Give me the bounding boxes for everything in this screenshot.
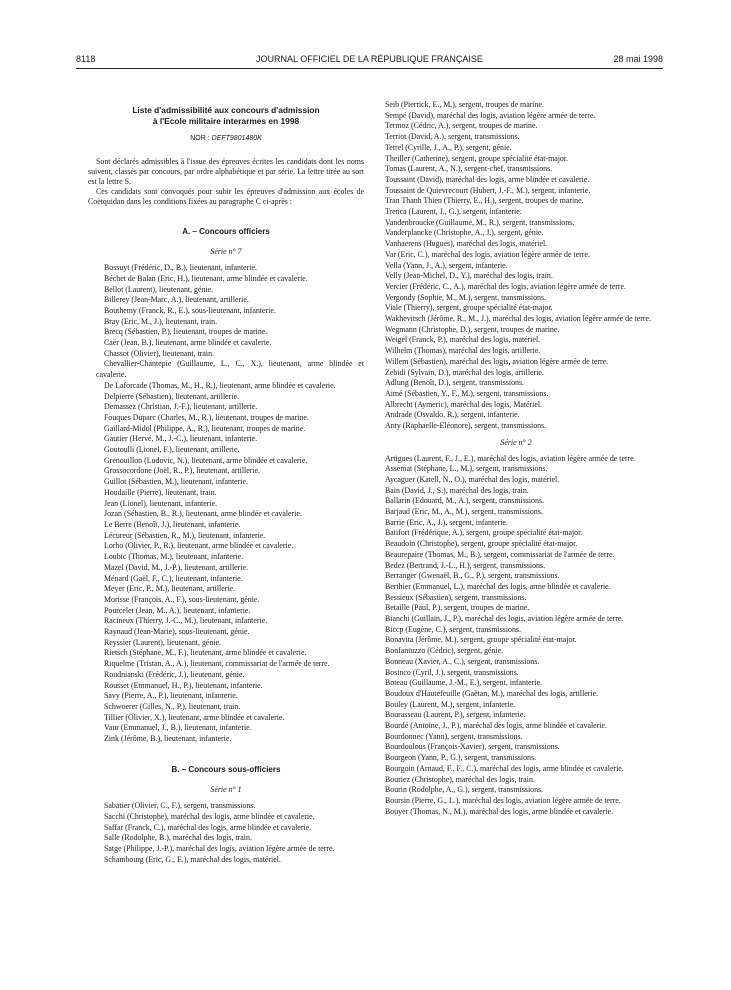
serie-b1-heading: Série n° 1	[210, 785, 242, 795]
list-entry: Batifort (Frédérique, A.), sergent, groupe spécialité état-major.	[385, 528, 583, 538]
list-entry: Tomas (Laurent, A., N.), sergent-chef, transmissions.	[385, 164, 553, 174]
list-entry: Bourdé (Antoine, J., P.), maréchal des logis, arme blindée et cavalerie.	[385, 721, 607, 731]
list-entry: Velly (Jean-Michel, D., Y.), maréchal des logis, train.	[385, 271, 553, 281]
list-entry: Satge (Philippe, J.-P.), maréchal des logis, aviation légère armée de terre.	[104, 843, 335, 853]
list-entry: Roudnianski (Frédéric, J.), lieutenant, génie.	[104, 669, 245, 679]
list-entry: Bourgeon (Yann, P., G.), sergent, transmissions.	[385, 753, 537, 763]
list-entry: Zink (Jérôme, B.), lieutenant, infanterie.	[104, 734, 232, 744]
list-entry: Bianchi (Guillain, J., P.), maréchal des logis, aviation légère armée de terre.	[385, 614, 624, 624]
document-title: Liste d'admissibilité aux concours d'admission à l'Ecole militaire interarmes en 1998	[132, 105, 320, 126]
list-entry: Tran Thanh Thien (Thierry, E., H.), sergent, troupes de marine.	[385, 196, 584, 206]
list-entry: Loubic (Thomas, M.), lieutenant, infanterie.	[104, 552, 244, 562]
list-entry: Artigues (Laurent, F., J., E.), maréchal des logis, aviation légère armée de terre.	[385, 453, 636, 463]
list-entry: Grossocordone (Joël, R., P.), lieutenant, artillerie.	[104, 466, 261, 476]
list-entry: Trenca (Laurent, J., G.), sergent, infanterie.	[385, 207, 522, 217]
list-a7	[88, 263, 364, 745]
list-entry: Aycaguer (Katell, N., O.), maréchal des logis, matériel.	[385, 474, 560, 484]
list-entry: Vandenbroucke (Guillaume, M., R.), sergent, transmissions.	[385, 217, 575, 227]
list-entry: Sempé (David), maréchal des logis, aviation légère armée de terre.	[385, 110, 596, 120]
list-entry: Barjaud (Eric, M., A., M.), sergent, transmissions.	[385, 507, 543, 517]
list-entry: Schwoerer (Gilles, N., P.), lieutenant, train.	[104, 701, 241, 711]
list-entry: Bourdonnec (Yann), sergent, transmissions.	[385, 731, 523, 741]
list-b2	[369, 454, 663, 818]
section-a-heading: A. – Concours officiers	[182, 226, 270, 236]
list-entry: Bain (David, J., S.), maréchal des logis, train.	[385, 485, 529, 495]
list-entry: Chevallier-Chantepie (Guillaume, L., C., X.), lieutenant, arme blindée et cavalerie.	[96, 359, 364, 380]
list-entry: Gautier (Hervé, M., J.-C.), lieutenant, infanterie.	[104, 434, 258, 444]
list-entry: Boteau (Guillaume, J.-M., E.), sergent, infanterie.	[385, 678, 542, 688]
list-entry: Bonavita (Jérôme, M.), sergent, groupe spécialité état-major.	[385, 635, 577, 645]
list-entry: Wegmann (Christophe, D.), sergent, troupes de marine.	[385, 324, 560, 334]
list-entry: Wakhevitsch (Jérôme, R., M., J.), maréchal des logis, aviation légère armée de terre.	[385, 314, 652, 324]
list-entry: Tillier (Olivier, X.), lieutenant, arme blindée et cavalerie.	[104, 712, 285, 722]
list-entry: Mazel (David, M., J.-P.), lieutenant, artillerie.	[104, 562, 248, 572]
list-entry: Anty (Raphaelle-Eléonore), sergent, transmissions.	[385, 421, 547, 431]
serie-a7-heading: Série n° 7	[210, 247, 242, 257]
list-b1-right	[369, 100, 663, 432]
list-entry: Ballarin (Edouard, M., A.), sergent, transmissions.	[385, 496, 544, 506]
list-entry: Zebidi (Sylvain, D.), maréchal des logis, artillerie.	[385, 367, 544, 377]
list-entry: Chassot (Olivier), lieutenant, train.	[104, 348, 215, 358]
list-entry: Bosinco (Cyril, J.), sergent, transmissions.	[385, 667, 519, 677]
list-entry: Morisse (François, A., F.), sous-lieutenant, génie.	[104, 594, 260, 604]
list-entry: Savy (Pierre, A., P.), lieutenant, infanterie.	[104, 691, 238, 701]
list-entry: Rietsch (Stéphane, M., F.), lieutenant, arme blindée et cavalerie.	[104, 648, 307, 658]
list-entry: Lécureur (Sébastien, R., M.), lieutenant, infanterie.	[104, 530, 266, 540]
list-entry: Seib (Pierrick, E., M.), sergent, troupes de marine.	[385, 100, 544, 109]
list-entry: Tetrel (Cyrille, J., A., P.), sergent, génie.	[385, 142, 512, 152]
list-entry: Grenouillon (Ludovic, N.), lieutenant, arme blindée et cavalerie.	[104, 455, 308, 465]
intro-paragraph-1: Sont déclarés admissibles à l'issue des épreuves écrites les candidats dont les noms suivent, classés par concours, par ordre alphabétique et par série. La lettre tirée au sort est la lettre S.	[88, 156, 364, 186]
list-entry: Barrie (Eric, A., J.), sergent, infanterie.	[385, 517, 508, 527]
intro-paragraph-2: Ces candidats sont convoqués pour subir les épreuves d'admission aux écoles de Coëtquidan dans les conditions fixées au paragraphe C ci-après :	[88, 186, 364, 206]
list-entry: Bouriez (Christophe), maréchal des logis, train.	[385, 774, 535, 784]
list-entry: Beaudoin (Christophe), sergent, groupe spécialité état-major.	[385, 539, 578, 549]
journal-title: JOURNAL OFFICIEL DE LA RÉPUBLIQUE FRANÇAISE	[256, 54, 483, 64]
list-entry: Goutoulli (Lionel, F.), lieutenant, artillerie.	[104, 445, 240, 455]
issue-date: 28 mai 1998	[613, 54, 663, 64]
list-entry: Vella (Yann, J., A.), sergent, infanterie.	[385, 260, 508, 270]
list-entry: Bossuyt (Frédéric, D., B.), lieutenant, infanterie.	[104, 263, 257, 273]
list-entry: Bourin (Rodolphe, A., G.), sergent, transmissions.	[385, 785, 544, 795]
list-entry: Boursin (Pierre, G., L.), maréchal des logis, aviation légère armée de terre.	[385, 796, 621, 805]
list-entry: Raynaud (Jean-Marie), sous-lieutenant, génie.	[104, 627, 250, 637]
list-entry: Bourasseau (Laurent, P.), sergent, infanterie.	[385, 710, 526, 720]
list-entry: Sabatier (Olivier, C., F.), sergent, transmissions.	[104, 801, 256, 811]
list-entry: Viale (Thierry), sergent, groupe spécialité état-major.	[385, 303, 553, 313]
list-entry: Ménard (Gaël, F., C.), lieutenant, infanterie.	[104, 573, 243, 583]
list-entry: Guillot (Sébastien, M.), lieutenant, infanterie.	[104, 477, 248, 487]
list-entry: Vaur (Emmanuel, J., B.), lieutenant, infanterie.	[104, 723, 252, 733]
list-entry: Andrade (Osvaldo, R.), sergent, infanterie.	[385, 410, 520, 420]
left-column	[88, 99, 364, 865]
list-entry: Toussaint (David), maréchal des logis, arme blindée et cavalerie.	[385, 174, 590, 184]
list-entry: Reyssier (Laurent), lieutenant, génie.	[104, 637, 221, 647]
section-b-heading: B. – Concours sous-officiers	[171, 764, 281, 774]
list-entry: Pourcelet (Jean, M., A.), lieutenant, infanterie.	[104, 605, 251, 615]
list-entry: Adlung (Benoît, D.), sergent, transmissions.	[385, 378, 525, 388]
list-entry: Albrecht (Aymeric), maréchal des logis, Matériel.	[385, 399, 543, 409]
nor-reference: NOR : DEFT9801480K	[190, 135, 262, 142]
list-entry: Bouthemy (Franck, R., E.), sous-lieutenant, infanterie.	[104, 305, 276, 315]
list-entry: Berranger (Gwenaël, B., G., P.), sergent, transmissions.	[385, 571, 560, 581]
list-entry: Beaurepaire (Thomas, M., B.), sergent, commissariat de l'armée de terre.	[385, 549, 615, 559]
list-entry: Meyer (Eric, P., M.), lieutenant, artillerie.	[104, 584, 236, 594]
right-column	[369, 100, 663, 817]
list-entry: Schambourg (Eric, G., E.), maréchal des logis, matériel.	[104, 854, 281, 864]
list-entry: Vergondy (Sophie, M., M.), sergent, transmissions.	[385, 292, 547, 302]
list-entry: Bellot (Laurent), lieutenant, génie.	[104, 284, 214, 294]
list-entry: Billerey (Jean-Marc, A.), lieutenant, artillerie.	[104, 295, 249, 305]
list-entry: Bonfantuzzo (Cédric), sergent, génie.	[385, 646, 504, 656]
list-entry: Lorho (Olivier, P., R.), lieutenant, arme blindée et cavalerie.	[104, 541, 294, 551]
list-entry: Bourgoin (Arnaud, F., F., C.), maréchal des logis, arme blindée et cavalerie.	[385, 763, 624, 773]
header-rule	[76, 68, 663, 69]
list-entry: Saffar (Franck, C.), maréchal des logis, arme blindée et cavalerie.	[104, 822, 312, 832]
list-entry: Demassez (Christian, J.-F.), lieutenant, artillerie.	[104, 402, 258, 412]
list-entry: Jozan (Sébastien, B., R.), lieutenant, arme blindée et cavalerie.	[104, 509, 302, 519]
list-entry: Caër (Jean, B.), lieutenant, arme blindée et cavalerie.	[104, 338, 272, 348]
list-entry: Béchet de Balan (Eric, H.), lieutenant, arme blindée et cavalerie.	[104, 273, 308, 283]
list-entry: Berthier (Emmanuel, L.), maréchal des logis, arme blindée et cavalerie.	[385, 581, 611, 591]
list-entry: Betaille (Paul, P.), sergent, troupes de marine.	[385, 603, 530, 613]
list-entry: Aimé (Sébastien, Y., F., M.), sergent, transmissions.	[385, 388, 549, 398]
list-entry: Vanderplancke (Christophe, A., J.), sergent, génie.	[385, 228, 544, 238]
list-entry: Termoz (Cédric, A.), sergent, troupes de marine.	[385, 121, 538, 131]
list-b1-left	[88, 801, 364, 865]
list-entry: Fouques Duparc (Charles, M., R.), lieutenant, troupes de marine.	[104, 412, 309, 422]
list-entry: Sacchi (Christophe), maréchal des logis, arme blindée et cavalerie.	[104, 811, 315, 821]
list-entry: Bourdoulous (François-Xavier), sergent, transmissions.	[385, 742, 560, 752]
list-entry: Wilhelm (Thomas), maréchal des logis, artillerie.	[385, 346, 541, 356]
list-entry: Bouyer (Thomas, N., M.), maréchal des logis, arme blindée et cavalerie.	[385, 806, 614, 816]
list-entry: Gaillard-Midol (Philippe, A., R.), lieutenant, troupes de marine.	[104, 423, 306, 433]
list-entry: Theiller (Catherine), sergent, groupe spécialité état-major.	[385, 153, 569, 163]
list-entry: Toussaint de Quievrecourt (Hubert, J.-F., M.), sergent, infanterie.	[385, 185, 591, 195]
list-entry: Bedez (Bertrand, J.-L., H.), sergent, transmissions.	[385, 560, 546, 570]
list-entry: Houdaille (Pierre), lieutenant, train.	[104, 487, 217, 497]
list-entry: Weigel (Franck, P.), maréchal des logis, matériel.	[385, 335, 541, 345]
list-entry: Brecq (Sébastien, P.), lieutenant, troupes de marine.	[104, 327, 268, 337]
list-entry: Riquelme (Tristan, A., A.), lieutenant, commissariat de l'armée de terre.	[104, 659, 330, 669]
list-entry: Assemat (Stéphane, L., M.), sergent, transmissions.	[385, 464, 548, 474]
serie-b2-heading: Série n° 2	[500, 437, 532, 447]
list-entry: Var (Eric, C.), maréchal des logis, aviation légère armée de terre.	[385, 249, 590, 259]
list-entry: Jean (Lionel), lieutenant, infanterie.	[104, 498, 218, 508]
list-entry: Delpierre (Sébastien), lieutenant, artillerie.	[104, 391, 239, 401]
list-entry: De Laforcade (Thomas, M., H., R.), lieutenant, arme blindée et cavalerie.	[104, 380, 336, 390]
list-entry: Terriot (David, A.), sergent, transmissions.	[385, 132, 520, 142]
list-entry: Boudoux d'Hautefeuille (Gaëtan, M.), maréchal des logis, artillerie.	[385, 688, 599, 698]
list-entry: Bouley (Laurent, M.), sergent, infanterie.	[385, 699, 516, 709]
list-entry: Bessieux (Sébastien), sergent, transmissions.	[385, 592, 527, 602]
list-entry: Le Berre (Benoît, J.), lieutenant, infanterie.	[104, 519, 241, 529]
list-entry: Vanhaerens (Hugues), maréchal des logis, matériel.	[385, 239, 548, 249]
list-entry: Bonneau (Xavier, A., C.), sergent, transmissions.	[385, 656, 540, 666]
list-entry: Biccp (Eugène, C.), sergent, transmissions.	[385, 624, 521, 634]
list-entry: Willem (Sébastien), maréchal des logis, aviation légère armée de terre.	[385, 356, 609, 366]
list-entry: Racineux (Thierry, J.-C., M.), lieutenant, infanterie.	[104, 616, 268, 626]
list-entry: Salle (Rodolphe, B.), maréchal des logis, train.	[104, 833, 252, 843]
list-entry: Rousset (Emmanuel, H., P.), lieutenant, infanterie.	[104, 680, 263, 690]
list-entry: Vercier (Frédéric, C., A.), maréchal des logis, aviation légère armée de terre.	[385, 281, 626, 291]
page-number: 8118	[76, 54, 96, 64]
list-entry: Bray (Eric, M., J.), lieutenant, train.	[104, 316, 218, 326]
